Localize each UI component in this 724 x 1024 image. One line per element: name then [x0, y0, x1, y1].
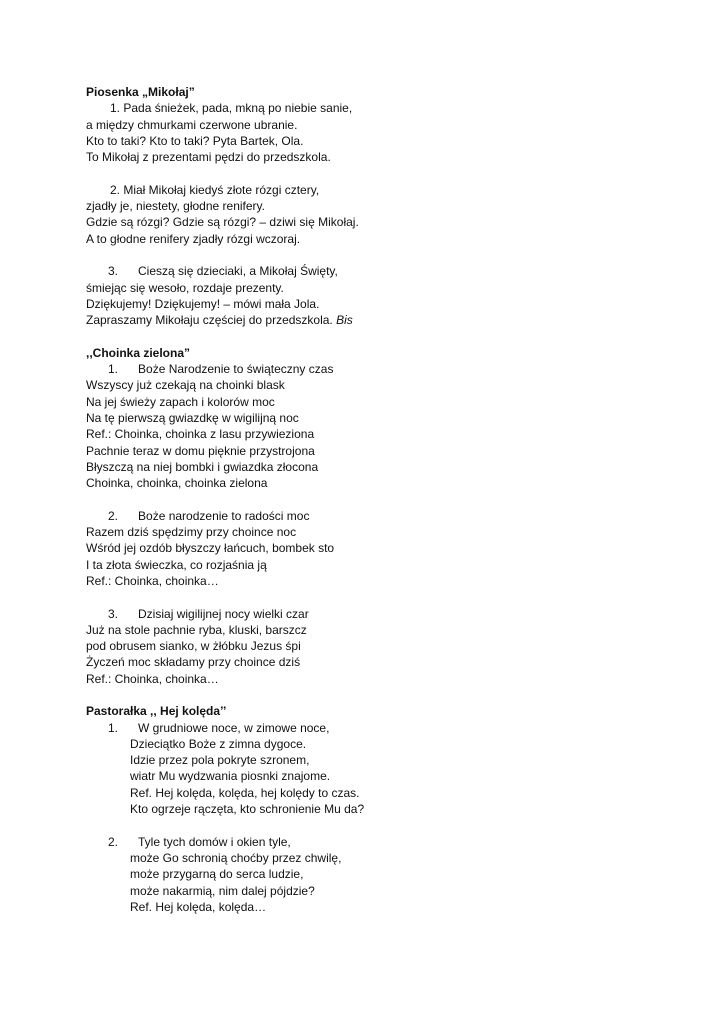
song3-verse2-line3: może przygarną do serca ludzie, [130, 867, 304, 882]
song-title-choinka: ,,Choinka zielona” [86, 345, 191, 360]
song2-verse1-line4: Na tę pierwszą gwiazdkę w wigilijną noc [86, 410, 299, 425]
song2-verse2-line5: Ref.: Choinka, choinka… [86, 573, 219, 588]
verse-number: 2. [108, 508, 119, 523]
verse-text: Cieszą się dzieciaki, a Mikołaj Święty, [138, 264, 338, 279]
verse-number: 1. [108, 362, 119, 377]
song1-verse2-line3: Gdzie są rózgi? Gdzie są rózgi? – dziwi się Mikołaj. [86, 215, 359, 230]
song2-verse1-line2: Wszyscy już czekają na choinki blask [86, 378, 285, 393]
verse-number: 3. [108, 264, 119, 279]
document-content [86, 84, 686, 915]
song1-verse3-line4 [86, 312, 686, 328]
song1-verse3-line1 [86, 263, 686, 279]
song3-verse1-line1 [86, 720, 686, 736]
song3-verse1-line5: Ref. Hej kolęda, kolęda, hej kolędy to czas. [130, 785, 360, 800]
song3-verse1-line3: Idzie przez pola pokryte szronem, [130, 753, 310, 768]
song3-verse2-line5: Ref. Hej kolęda, kolęda… [130, 899, 267, 914]
song1-verse2-line4: A to głodne renifery zjadły rózgi wczoraj. [86, 231, 301, 246]
spacer [86, 687, 686, 703]
spacer [86, 817, 686, 833]
song2-verse3-line5: Ref.: Choinka, choinka… [86, 671, 219, 686]
spacer [86, 165, 686, 181]
verse-number: 3. [108, 606, 119, 621]
verse-number: 2. [108, 834, 119, 849]
spacer [86, 589, 686, 605]
song2-verse2-line3: Wśród jej ozdób błyszczy łańcuch, bombek sto [86, 541, 335, 556]
song3-verse2-line2: może Go schronią choćby przez chwilę, [130, 850, 342, 865]
song1-verse1-line3: Kto to taki? Kto to taki? Pyta Bartek, Ola. [86, 133, 304, 148]
song2-verse3-line3: pod obrusem sianko, w żłóbku Jezus śpi [86, 639, 301, 654]
song-title-hej-koleda: Pastorałka ,, Hej kolęda’’ [86, 704, 227, 719]
song2-verse2-line1 [86, 508, 686, 524]
song1-verse1-line1: 1. Pada śnieżek, pada, mkną po niebie sanie, [110, 101, 353, 116]
song3-verse1-line6: Kto ogrzeje rączęta, kto schronienie Mu da? [130, 802, 365, 817]
song2-verse1-line8: Choinka, choinka, choinka zielona [86, 476, 268, 491]
verse-text: Zapraszamy Mikołaju częściej do przedszkola. [86, 313, 333, 328]
verse-number: 1. [108, 720, 119, 735]
song2-verse3-line2: Już na stole pachnie ryba, kluski, barszcz [86, 622, 307, 637]
verse-text: Boże Narodzenie to świąteczny czas [138, 362, 334, 377]
song-title-mikolaj: Piosenka „Mikołaj” [86, 85, 195, 99]
song2-verse1-line1 [86, 361, 686, 377]
spacer [86, 328, 686, 344]
song1-verse1-line2: a między chmurkami czerwone ubranie. [86, 117, 298, 132]
song3-verse1-line4: wiatr Mu wydzwania piosnki znajome. [130, 769, 331, 784]
song2-verse1-line3: Na jej świeży zapach i kolorów moc [86, 394, 275, 409]
song3-verse2-line1 [86, 834, 686, 850]
song1-verse1-line4: To Mikołaj z prezentami pędzi do przedszkola. [86, 150, 331, 165]
verse-text: Tyle tych domów i okien tyle, [138, 834, 291, 849]
song2-verse2-line2: Razem dziś spędzimy przy choince noc [86, 525, 297, 540]
song1-verse3-line2: śmiejąc się wesoło, rozdaje prezenty. [86, 280, 284, 295]
song2-verse1-line7: Błyszczą na niej bombki i gwiazdka złocona [86, 459, 319, 474]
song2-verse1-line6: Pachnie teraz w domu pięknie przystrojona [86, 443, 315, 458]
song2-verse1-line5: Ref.: Choinka, choinka z lasu przywieziona [86, 427, 315, 442]
spacer [86, 491, 686, 507]
song2-verse3-line1 [86, 606, 686, 622]
verse-text: W grudniowe noce, w zimowe noce, [138, 720, 330, 735]
song3-verse1-line2: Dzieciątko Boże z zimna dygoce. [130, 736, 307, 751]
song2-verse2-line4: I ta złota świeczka, co rozjaśnia ją [86, 557, 267, 572]
song1-verse3-line3: Dziękujemy! Dziękujemy! – mówi mała Jola. [86, 296, 320, 311]
song1-verse2-line2: zjadły je, niestety, głodne renifery. [86, 199, 265, 214]
song2-verse3-line4: Życzeń moc składamy przy choince dziś [86, 655, 301, 670]
bis-mark: Bis [336, 313, 353, 328]
verse-text: Boże narodzenie to radości moc [138, 508, 310, 523]
song1-verse2-line1: 2. Miał Mikołaj kiedyś złote rózgi cztery, [110, 182, 320, 197]
verse-text: Dzisiaj wigilijnej nocy wielki czar [138, 606, 309, 621]
song3-verse2-line4: może nakarmią, nim dalej pójdzie? [130, 883, 315, 898]
spacer [86, 247, 686, 263]
